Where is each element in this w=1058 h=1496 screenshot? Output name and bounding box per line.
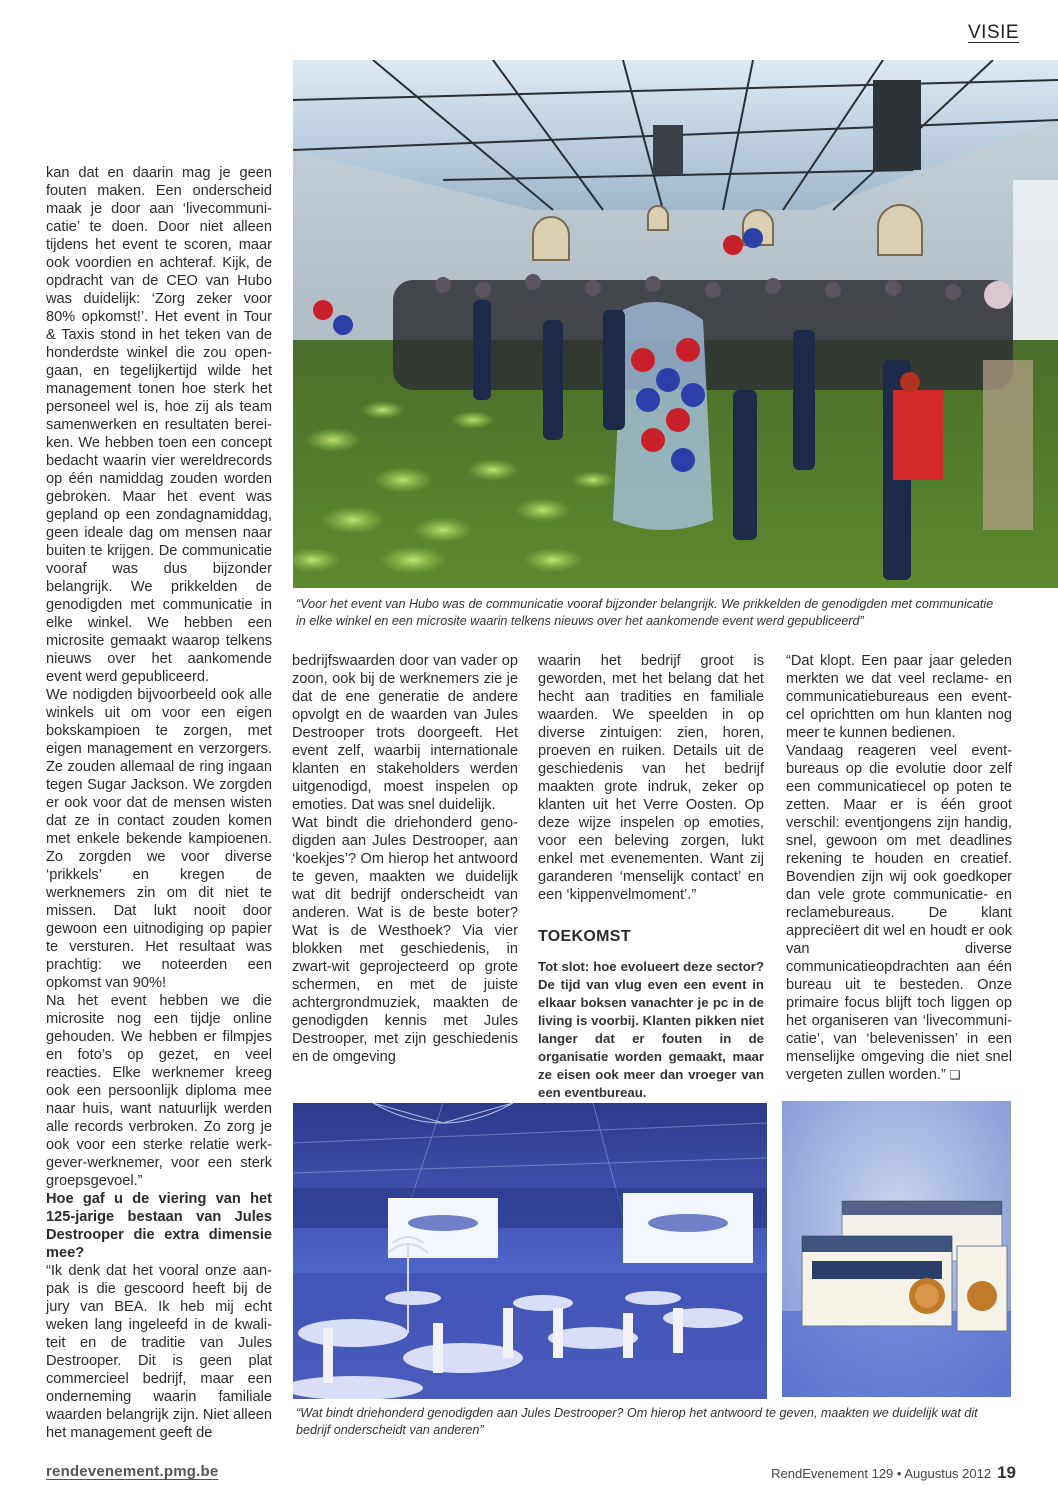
section-label: VISIE: [968, 22, 1020, 43]
lead-question: Tot slot: hoe evolueert deze sector? De tijd van vlug even een event in elkaar boksen vanachter je pc in de living is voorbij. Klanten pikken niet langer dat er fouten in de organisatie worden gemaakt, maar ze eisen ook meer dan vroeger van een eventbureau.: [538, 959, 764, 1100]
paragraph: Na het event hebben we die microsite nog een tijdje online gehouden. We hebben er filmpjes en foto’s op gezet, en veel reacties. Elke werknemer kreeg ook een persoonlijk diploma mee naar huis, want natuurlijk werden alle records verbroken. Zo zorg je ook voor een sterke relatie werkgever-werknemer, voor een sterk groepsgevoel.”: [46, 993, 272, 1189]
paragraph: Wat bindt die driehonderd genodigden aan Jules Destrooper, aan ‘koekjes’? Om hierop het antwoord te geven, maakten we duidelijk wat dit bedrijf onderscheidt van anderen. Wat is de beste boter? Wat is de Westhoek? Via vier blokken met geschiedenis, in zwart-wit geprojecteerd op grote schermen, en met de juiste achtergrondmuziek, maakten de genodigden kennis met Jules Destrooper, met zijn geschiedenis en de omgeving: [292, 815, 518, 1065]
paragraph: “Ik denk dat het vooral onze aanpak is die gescoord heeft bij de jury van BEA. Ik heb mij echt weken lang ingeleefd in de kwaliteit en de traditie van Jules Destrooper. Dit is geen plat commercieel bedrijf, maar een onderneming waarin familiale waarden belangrijk zijn. Niet alleen het management geeft de: [46, 1263, 272, 1441]
gala-dinner-photo: [293, 1103, 767, 1399]
paragraph: kan dat en daarin mag je geen fouten maken. Een onderscheid maak je door aan ‘livecommunicatie’ te doen. Door niet alleen tijdens het event te scoren, maar ook voordien en achteraf. Kijk, de opdracht van de CEO van Hubo was duidelijk: ‘Zorg zeker voor 80% opkomst!’. Het event in Tour & Taxis stond in het teken van de honderdste winkel die zou opengaan, en tegelijkertijd wilde het management tonen hoe sterk het personeel wel is, hoe zij als team samenwerken en resultaten bereiken. We hebben toen een concept bedacht waarin vier wereldrecords op één namiddag zouden worden gebroken. Maar het event was gepland op een zondagnamiddag, geen ideale dag om mensen naar buiten te krijgen. De communicatie vooraf was dus bijzonder belangrijk. We prikkelden de genodigden met communicatie in elke winkel. We hebben een microsite gemaakt waarop telkens nieuws over het aankomende event werd gepubliceerd.: [46, 165, 272, 685]
top-photo-caption: “Voor het event van Hubo was de communicatie vooraf bijzonder belangrijk. We prikkelden de genodigden met communicatie in elke winkel en een microsite waarin telkens nieuws over het aankomende event werd gepubliceerd”: [296, 597, 994, 628]
paragraph: waarin het bedrijf groot is geworden, met het belang dat het hecht aan tradities en familiale waarden. We speelden in op diverse zintuigen: zien, horen, proeven en ruiken. Details uit de geschiedenis van het bedrijf maakten grote indruk, zeker op klanten uit het Verre Oosten. Op deze wijze inspelen op emoties, voor een beleving zorgen, lukt enkel met evenementen. Want zij garanderen ‘menselijk contact’ en een ‘kippenvelmoment’.”: [538, 653, 764, 903]
footer-issue: [771, 1463, 1016, 1483]
paragraph: bedrijfswaarden door van vader op zoon, ook bij de werknemers zie je dat de ene generatie de andere opvolgt en de waarden van Jules Destrooper trots doorgeeft. Het event zelf, waarbij internationale klanten en stakeholders werden uitgenodigd, moest inspelen op emoties. Dat was snel duidelijk.: [292, 653, 518, 813]
column-1: [46, 164, 272, 1442]
column-2: [292, 652, 518, 1066]
paragraph: [786, 742, 1012, 1084]
paragraph-text: Vandaag reageren veel eventbureaus op die evolutie door zelf een communicatiecel op poten te zetten. Maar er is één groot verschil: eventjongens zijn handig, snel, gewoon om met deadlines rekening te houden en creatief. Bovendien zijn wij ook goedkoper dan vele grote communicatie- en reclamebureaus. De klant appreciëert dit wel en houdt er ook van diverse communicatieopdrachten aan één bureau uit te besteden. Onze primaire focus blijft toch liggen op het organiseren van ‘livecommunicatie’, van ‘belevenissen’ in een menselijke omgeving die niet snel vergeten zullen worden.”: [786, 743, 1012, 1083]
interview-question: Hoe gaf u de viering van het 125-jarige bestaan van Jules Destrooper die extra dimensie mee?: [46, 1191, 272, 1261]
event-hall-photo: [293, 60, 1058, 588]
end-mark-icon: ❑: [949, 1068, 961, 1082]
page-number: 19: [997, 1463, 1016, 1482]
column-3: [538, 652, 764, 904]
column-4: [786, 652, 1012, 1084]
subheading-toekomst: TOEKOMST: [538, 928, 631, 945]
issue-label: RendEvenement 129 • Augustus 2012: [771, 1466, 992, 1481]
website-link[interactable]: rendevenement.pmg.be: [46, 1463, 219, 1480]
paragraph: We nodigden bijvoorbeeld ook alle winkels uit om voor een eigen bokskampioen te zorgen, met eigen management en verzorgers. Ze zouden allemaal de ring ingaan tegen Sugar Jackson. We zorgden er ook voor dat de mensen wisten dat ze in contact zouden komen met enkele bekende kampioenen. Zo zorgden we voor diverse ‘prikkels’ en kregen de werknemers zin om dit niet te missen. Dat lukt nooit door gewoon een uitnodiging op papier te versturen. Het resultaat was prachtig: we noteerden een opkomst van 90%!: [46, 687, 272, 991]
paragraph: “Dat klopt. Een paar jaar geleden merkten we dat veel reclame- en communicatiebureaus een eventcel oprichtten om hun klanten nog meer te kunnen bedienen.: [786, 653, 1012, 741]
cookie-box-photo: [782, 1101, 1011, 1397]
bottom-photo-caption: “Wat bindt driehonderd genodigden aan Jules Destrooper? Om hierop het antwoord te geven, maakten we duidelijk wat dit bedrijf onderscheidt van anderen”: [296, 1406, 978, 1437]
